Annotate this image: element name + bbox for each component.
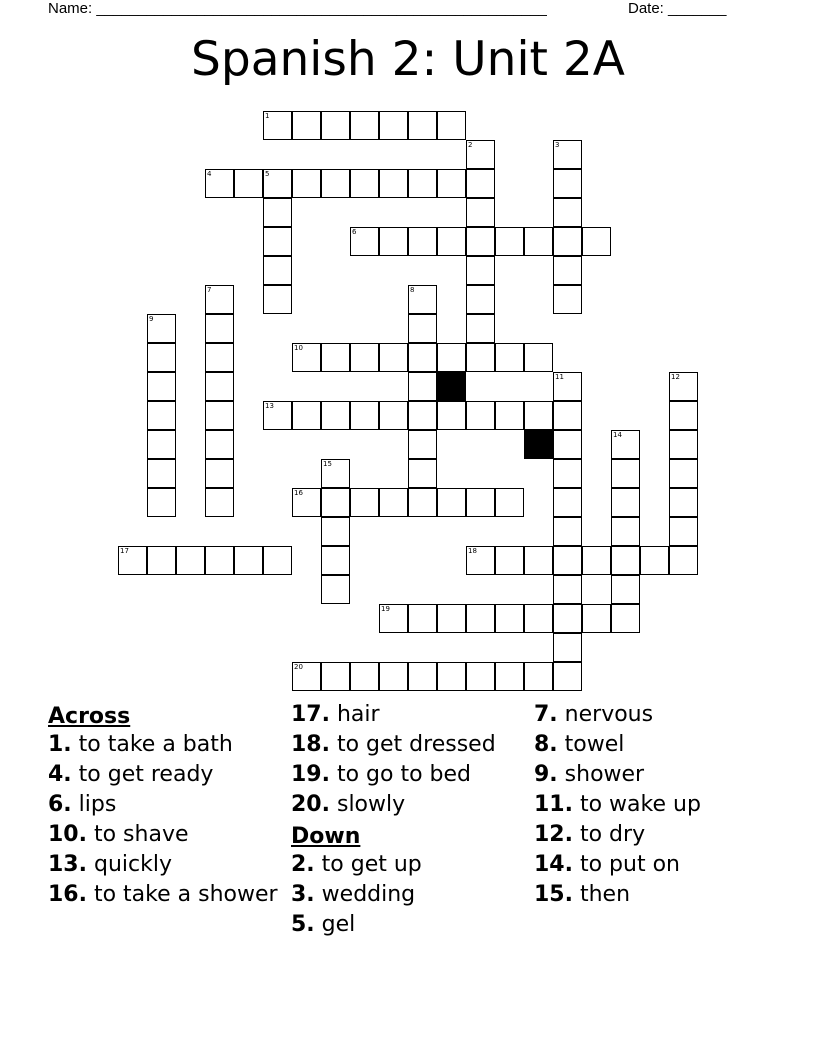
clue-item (291, 792, 526, 818)
crossword-cell[interactable] (321, 662, 350, 691)
crossword-cell[interactable] (321, 111, 350, 140)
clue-item-number: 5. (291, 912, 315, 937)
crossword-cell[interactable] (379, 662, 408, 691)
crossword-cell[interactable] (147, 459, 176, 488)
crossword-cell[interactable] (263, 198, 292, 227)
crossword-cell[interactable] (205, 459, 234, 488)
crossword-cell[interactable] (553, 401, 582, 430)
crossword-cell[interactable] (147, 372, 176, 401)
crossword-cell[interactable] (292, 401, 321, 430)
clue-item-text: to take a shower (86, 882, 278, 907)
crossword-cell[interactable] (147, 430, 176, 459)
crossword-cell[interactable] (466, 256, 495, 285)
clue-item-number: 2. (291, 852, 315, 877)
clue-item-text: towel (557, 732, 625, 757)
clue-item-text: hair (329, 702, 380, 727)
crossword-cell[interactable] (466, 285, 495, 314)
clue-number: 8 (410, 286, 415, 294)
crossword-cell[interactable] (263, 111, 292, 140)
clue-number: 5 (265, 170, 270, 178)
crossword-cell[interactable] (495, 401, 524, 430)
crossword-cell[interactable] (263, 169, 292, 198)
crossword-cell[interactable] (611, 517, 640, 546)
black-square (437, 372, 466, 401)
clue-item-number: 14. (534, 852, 573, 877)
clue-item (534, 792, 769, 818)
crossword-cell[interactable] (553, 140, 582, 169)
clue-column-2 (291, 702, 526, 942)
clue-item-text: to get ready (71, 762, 214, 787)
across-clues-part-2 (291, 702, 526, 818)
across-heading: Across (48, 704, 131, 729)
crossword-cell[interactable] (379, 604, 408, 633)
clue-item (291, 912, 526, 938)
clue-number: 1 (265, 112, 270, 120)
clue-item-number: 18. (291, 732, 330, 757)
clue-item-text: wedding (314, 882, 416, 907)
crossword-cell[interactable] (205, 169, 234, 198)
crossword-cell[interactable] (669, 401, 698, 430)
crossword-cell[interactable] (553, 285, 582, 314)
crossword-cell[interactable] (321, 343, 350, 372)
crossword-cell[interactable] (292, 662, 321, 691)
crossword-cell[interactable] (553, 256, 582, 285)
clue-item-number: 11. (534, 792, 573, 817)
clue-item-text: lips (71, 792, 117, 817)
clue-item (48, 852, 283, 878)
crossword-cell[interactable] (437, 111, 466, 140)
clue-item (291, 852, 526, 878)
clue-item-text: to wake up (572, 792, 701, 817)
crossword-cell[interactable] (524, 401, 553, 430)
crossword-cell[interactable] (466, 604, 495, 633)
crossword-cell[interactable] (669, 459, 698, 488)
crossword-cell[interactable] (611, 488, 640, 517)
crossword-cell[interactable] (640, 546, 669, 575)
crossword-cell[interactable] (379, 169, 408, 198)
clue-item (48, 822, 283, 848)
crossword-cell[interactable] (611, 575, 640, 604)
crossword-cell[interactable] (437, 343, 466, 372)
crossword-cell[interactable] (292, 488, 321, 517)
crossword-cell[interactable] (582, 604, 611, 633)
crossword-cell[interactable] (263, 256, 292, 285)
clue-item-text: then (572, 882, 631, 907)
crossword-cell[interactable] (321, 517, 350, 546)
crossword-cell[interactable] (466, 140, 495, 169)
crossword-cell[interactable] (292, 111, 321, 140)
crossword-cell[interactable] (553, 662, 582, 691)
clue-item-text: to take a bath (71, 732, 233, 757)
crossword-cell[interactable] (466, 488, 495, 517)
clue-item-text: to shave (86, 822, 189, 847)
crossword-cell[interactable] (263, 546, 292, 575)
crossword-cell[interactable] (495, 546, 524, 575)
clue-item (48, 762, 283, 788)
crossword-cell[interactable] (408, 227, 437, 256)
crossword-cell[interactable] (553, 430, 582, 459)
crossword-cell[interactable] (350, 227, 379, 256)
name-field-label: Name: ______________________________________________________ (48, 0, 547, 17)
crossword-cell[interactable] (263, 401, 292, 430)
crossword-cell[interactable] (205, 430, 234, 459)
clue-item-number: 13. (48, 852, 87, 877)
clue-number: 3 (555, 141, 560, 149)
clue-item-text: gel (314, 912, 356, 937)
crossword-cell[interactable] (147, 314, 176, 343)
crossword-cell[interactable] (408, 604, 437, 633)
crossword-cell[interactable] (466, 401, 495, 430)
crossword-cell[interactable] (669, 546, 698, 575)
crossword-cell[interactable] (205, 343, 234, 372)
crossword-cell[interactable] (263, 285, 292, 314)
crossword-cell[interactable] (205, 372, 234, 401)
clue-item-text: to dry (572, 822, 646, 847)
clue-item-number: 1. (48, 732, 72, 757)
crossword-cell[interactable] (466, 314, 495, 343)
crossword-cell[interactable] (437, 604, 466, 633)
crossword-cell[interactable] (669, 517, 698, 546)
down-clues-part-1 (291, 852, 526, 938)
crossword-cell[interactable] (553, 517, 582, 546)
crossword-cell[interactable] (437, 227, 466, 256)
crossword-cell[interactable] (611, 604, 640, 633)
crossword-cell[interactable] (553, 575, 582, 604)
crossword-cell[interactable] (669, 488, 698, 517)
crossword-cell[interactable] (205, 314, 234, 343)
crossword-cell[interactable] (321, 575, 350, 604)
crossword-cell[interactable] (408, 662, 437, 691)
crossword-cell[interactable] (147, 401, 176, 430)
crossword-cell[interactable] (408, 285, 437, 314)
crossword-cell[interactable] (408, 343, 437, 372)
crossword-cell[interactable] (379, 488, 408, 517)
crossword-cell[interactable] (292, 169, 321, 198)
crossword-cell[interactable] (234, 169, 263, 198)
crossword-cell[interactable] (321, 401, 350, 430)
black-square (524, 430, 553, 459)
crossword-cell[interactable] (437, 169, 466, 198)
crossword-cell[interactable] (466, 343, 495, 372)
clue-item-number: 6. (48, 792, 72, 817)
crossword-cell[interactable] (553, 198, 582, 227)
crossword-cell[interactable] (524, 662, 553, 691)
clue-number: 2 (468, 141, 473, 149)
down-clues-part-2 (534, 702, 769, 908)
clue-item (48, 792, 283, 818)
clue-item-number: 20. (291, 792, 330, 817)
crossword-cell[interactable] (350, 111, 379, 140)
crossword-cell[interactable] (495, 227, 524, 256)
clue-column-3 (534, 702, 769, 912)
crossword-cell[interactable] (321, 488, 350, 517)
clue-item (291, 882, 526, 908)
clue-item (48, 882, 283, 908)
crossword-cell[interactable] (321, 169, 350, 198)
crossword-cell[interactable] (292, 343, 321, 372)
crossword-cell[interactable] (611, 546, 640, 575)
crossword-cell[interactable] (350, 488, 379, 517)
crossword-cell[interactable] (524, 546, 553, 575)
crossword-cell[interactable] (321, 546, 350, 575)
clue-number: 13 (265, 402, 274, 410)
crossword-cell[interactable] (408, 169, 437, 198)
crossword-cell[interactable] (437, 662, 466, 691)
clue-item (48, 732, 283, 758)
crossword-cell[interactable] (553, 633, 582, 662)
clue-item-number: 15. (534, 882, 573, 907)
clue-item (534, 852, 769, 878)
page-title: Spanish 2: Unit 2A (191, 32, 625, 87)
crossword-cell[interactable] (205, 488, 234, 517)
crossword-cell[interactable] (408, 314, 437, 343)
crossword-cell[interactable] (379, 401, 408, 430)
crossword-cell[interactable] (147, 343, 176, 372)
crossword-cell[interactable] (350, 401, 379, 430)
crossword-cell[interactable] (524, 227, 553, 256)
crossword-cell[interactable] (321, 459, 350, 488)
clue-number: 14 (613, 431, 622, 439)
clue-number: 7 (207, 286, 212, 294)
crossword-cell[interactable] (379, 111, 408, 140)
crossword-cell[interactable] (118, 546, 147, 575)
clue-item (534, 762, 769, 788)
clue-item-text: shower (557, 762, 645, 787)
crossword-cell[interactable] (408, 430, 437, 459)
crossword-cell[interactable] (582, 546, 611, 575)
clue-item (291, 702, 526, 728)
crossword-cell[interactable] (669, 430, 698, 459)
clue-item-text: to go to bed (329, 762, 472, 787)
clue-item (291, 732, 526, 758)
crossword-cell[interactable] (466, 227, 495, 256)
clue-column-1 (48, 702, 283, 912)
crossword-cell[interactable] (466, 198, 495, 227)
clue-item (534, 882, 769, 908)
crossword-cell[interactable] (408, 372, 437, 401)
crossword-cell[interactable] (350, 343, 379, 372)
crossword-cell[interactable] (205, 285, 234, 314)
clue-item-number: 17. (291, 702, 330, 727)
crossword-cell[interactable] (553, 546, 582, 575)
crossword-cell[interactable] (350, 662, 379, 691)
crossword-cell[interactable] (466, 169, 495, 198)
crossword-cell[interactable] (205, 401, 234, 430)
clue-item-number: 8. (534, 732, 558, 757)
clue-number: 17 (120, 547, 129, 555)
clue-number: 11 (555, 373, 564, 381)
crossword-cell[interactable] (408, 111, 437, 140)
crossword-cell[interactable] (408, 488, 437, 517)
crossword-cell[interactable] (524, 343, 553, 372)
crossword-cell[interactable] (553, 169, 582, 198)
clue-number: 9 (149, 315, 154, 323)
crossword-cell[interactable] (553, 488, 582, 517)
crossword-cell[interactable] (408, 401, 437, 430)
clue-item-number: 4. (48, 762, 72, 787)
crossword-cell[interactable] (582, 227, 611, 256)
crossword-cell[interactable] (553, 372, 582, 401)
clue-number: 15 (323, 460, 332, 468)
date-field-label: Date: _______ (628, 0, 727, 17)
crossword-cell[interactable] (495, 604, 524, 633)
clue-item-text: to get dressed (329, 732, 496, 757)
clue-item-text: nervous (557, 702, 654, 727)
crossword-cell[interactable] (408, 459, 437, 488)
down-heading: Down (291, 824, 361, 849)
crossword-cell[interactable] (669, 372, 698, 401)
clue-item (291, 762, 526, 788)
clue-number: 12 (671, 373, 680, 381)
crossword-cell[interactable] (611, 430, 640, 459)
crossword-cell[interactable] (466, 546, 495, 575)
clue-number: 20 (294, 663, 303, 671)
clue-item-text: slowly (329, 792, 406, 817)
crossword-cell[interactable] (495, 488, 524, 517)
crossword-cell[interactable] (176, 546, 205, 575)
clue-item (534, 732, 769, 758)
clue-item-number: 3. (291, 882, 315, 907)
crossword-cell[interactable] (524, 604, 553, 633)
crossword-cell[interactable] (147, 546, 176, 575)
clue-item-number: 16. (48, 882, 87, 907)
crossword-cell[interactable] (466, 662, 495, 691)
clue-item-text: quickly (86, 852, 172, 877)
crossword-cell[interactable] (495, 662, 524, 691)
clue-item-number: 19. (291, 762, 330, 787)
clue-number: 18 (468, 547, 477, 555)
crossword-cell[interactable] (553, 604, 582, 633)
across-clues-part-1 (48, 732, 283, 908)
clue-item (534, 702, 769, 728)
crossword-cell[interactable] (234, 546, 263, 575)
clue-item-number: 9. (534, 762, 558, 787)
clue-item-number: 12. (534, 822, 573, 847)
clue-number: 4 (207, 170, 212, 178)
crossword-cell[interactable] (263, 227, 292, 256)
crossword-cell[interactable] (553, 459, 582, 488)
crossword-cell[interactable] (437, 401, 466, 430)
clue-number: 10 (294, 344, 303, 352)
crossword-cell[interactable] (495, 343, 524, 372)
clue-item-number: 10. (48, 822, 87, 847)
clue-item-text: to get up (314, 852, 422, 877)
crossword-cell[interactable] (350, 169, 379, 198)
crossword-cell[interactable] (553, 227, 582, 256)
crossword-cell[interactable] (147, 488, 176, 517)
crossword-cell[interactable] (611, 459, 640, 488)
clue-item-text: to put on (572, 852, 680, 877)
clue-number: 19 (381, 605, 390, 613)
clue-item-number: 7. (534, 702, 558, 727)
clue-item (534, 822, 769, 848)
crossword-cell[interactable] (379, 227, 408, 256)
clue-number: 16 (294, 489, 303, 497)
crossword-cell[interactable] (437, 488, 466, 517)
crossword-cell[interactable] (379, 343, 408, 372)
clue-number: 6 (352, 228, 357, 236)
crossword-cell[interactable] (205, 546, 234, 575)
